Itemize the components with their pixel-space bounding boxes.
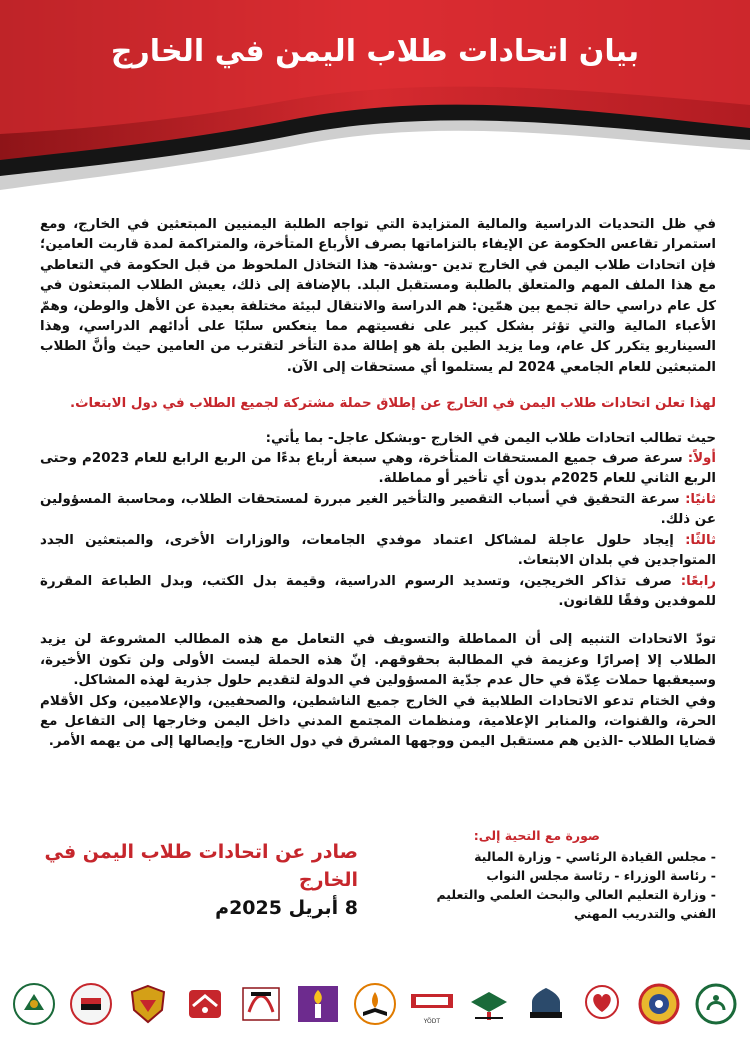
demand-text: سرعة صرف جميع المستحقات المتأخرة، وهي سبعة أرباع بدءًا من الربع الرابع للعام 2023م وحتى الربع الثاني للعام 2025م بدون أي تأخير أو مماطلة. xyxy=(40,451,716,487)
signature-block xyxy=(38,838,358,922)
demands-intro: حيث تطالب اتحادات طلاب اليمن في الخارج -وبشكل عاجل- بما يأتي: xyxy=(265,430,716,446)
demand-text: صرف تذاكر الخريجين، وتسديد الرسوم الدراسية، وقيمة بدل الكتب، وبدل الطباعة المقررة للموفدين وفقًا للقانون. xyxy=(40,573,716,609)
hands-logo-icon xyxy=(235,982,287,1028)
closing-paragraph: وفي الختام تدعو الاتحادات الطلابية في الخارج جميع الناشطين، والصحفيين، والإعلاميين، وكل الأقلام الحرة، والقنوات، والمنابر الإعلامية، ومنظمات المجتمع المدني داخل اليمن وخارجها إلى التفاعل مع قضايا الطلاب -الذين هم مستقبل اليمن ووجهها المشرق في دول الخارج- وإيصالها إلى من يهمه الأمر. xyxy=(40,693,716,750)
demand-text: إيجاد حلول عاجلة لمشاكل اعتماد موفدي الجامعات، والوزارات الأخرى، والمبتعثين الجدد المتواجدين في بلدان الابتعاث. xyxy=(40,532,716,569)
badge-logo-icon xyxy=(633,982,685,1028)
demand-text: سرعة التحقيق في أسباب التقصير والتأخير الغير مبررة لمستحقات الطلاب، ومحاسبة المسؤولين عن ذلك. xyxy=(40,491,716,528)
demand-item xyxy=(40,449,716,490)
shield-logo-icon xyxy=(122,982,174,1028)
demand-item xyxy=(40,490,716,531)
header-banner xyxy=(0,0,750,200)
logo-caption: YÖDT xyxy=(423,1017,441,1025)
demand-label: أولاً: xyxy=(687,451,716,467)
ydt-logo-icon xyxy=(406,986,458,1025)
demand-label: رابعًا: xyxy=(680,573,716,589)
spacer xyxy=(40,612,716,630)
demand-label: ثالثًا: xyxy=(685,532,716,548)
cc-list xyxy=(410,826,720,923)
header-wave-graphic xyxy=(0,0,750,200)
circle-logo-icon xyxy=(690,982,742,1028)
union-logo-icon xyxy=(65,982,117,1028)
cc-item: - رئاسة الوزراء - رئاسة مجلس النواب xyxy=(486,868,716,883)
announcement-paragraph: لهذا تعلن اتحادات طلاب اليمن في الخارج عن إطلاق حملة مشتركة لجميع الطلاب في دول الابتعاث. xyxy=(70,396,716,412)
book-logo-icon xyxy=(349,982,401,1028)
demand-item xyxy=(40,531,716,572)
torch-logo-icon xyxy=(292,982,344,1028)
cc-item: - مجلس القيادة الرئاسي - وزارة المالية xyxy=(474,849,716,864)
demand-label: ثانيًا: xyxy=(685,491,716,507)
heart-logo-icon xyxy=(576,982,628,1028)
issue-date: 8 أبريل 2025م xyxy=(215,897,358,919)
emblem-logo-icon xyxy=(179,982,231,1028)
cc-title: صورة مع التحية إلى: xyxy=(473,828,600,843)
intro-paragraph: في ظل التحديات الدراسية والمالية المتزايدة التي تواجه الطلبة اليمنيين المبتعثين في الخارج، ومع استمرار تقاعس الحكومة عن الإيفاء بالتزاماتها بصرف الأرباع المتأخرة، والمتراكمة لمدة قاربت العامين؛ فإن اتحادات طلاب اليمن في الخارج تدين -وبشدة- هذا التخاذل الملحوظ من قبل الحكومة في التعاطي مع هذا الملف المهم والمتعلق بالطلبة ومستقبل البلد. بالإضافة إلى ذلك، يعيش الطلاب المبتعثون في كل عام دراسي حالة تجمع بين همّين: هم الدراسة والانتقال لبيئة مختلفة بعيدة عن الأهل والوطن، وهمّ الأعباء المالية والتي تؤثر بشكل كبير على نفسيتهم مما ينعكس سلبًا على أدائهم الدراسي، وهذا السيناريو يتكرر كل عام، وما يزيد الطين بلة هو إطالة مدة التأخر لتقترب من العامين حيث وأنَّ الطلاب المتبعثين للعام الجامعي 2024 لم يستلموا أي مستحقات إلى الآن. xyxy=(40,217,716,375)
demand-item xyxy=(40,572,716,613)
statement-body xyxy=(40,215,716,753)
mosque-logo-icon xyxy=(520,982,572,1028)
crest-logo-icon xyxy=(8,982,60,1028)
issuer-line: صادر عن اتحادات طلاب اليمن في الخارج xyxy=(44,841,358,891)
graduation-logo-icon xyxy=(463,982,515,1028)
warning-paragraph: تودّ الاتحادات التنبيه إلى أن المماطلة والتسويف في التعامل مع هذه المطالب المشروعة لن يزيد الطلاب إلا إصرارًا وعزيمة في المطالبة بحقوقهم. إنّ هذه الحملة ليست الأولى ولن تكون الأخيرة، وسيعقبها حملات عِدّة في حال عدم جدّية المسؤولين في الدولة لتقديم حلول جذرية لهذه المشاكل. xyxy=(40,632,716,689)
logo-strip xyxy=(8,975,742,1035)
page-title: بيان اتحادات طلاب اليمن في الخارج xyxy=(110,34,640,69)
cc-item: - وزارة التعليم العالي والبحث العلمي والتعليم الفني والتدريب المهني xyxy=(436,887,716,921)
